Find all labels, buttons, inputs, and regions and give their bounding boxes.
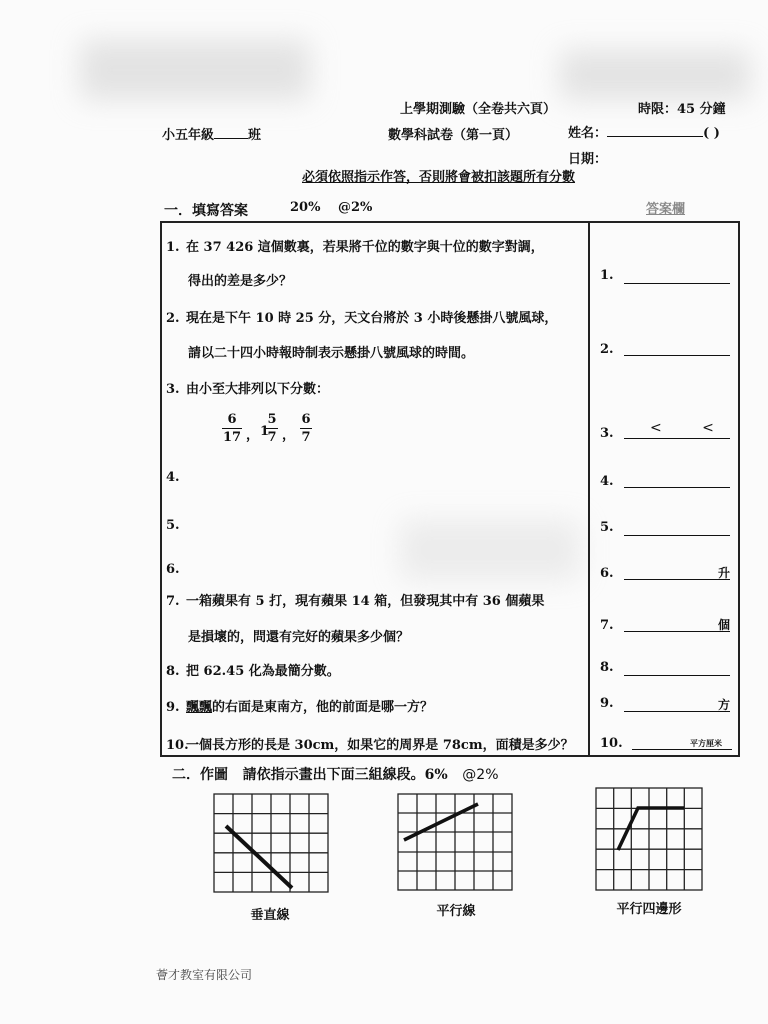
- answer-6-unit: 升: [718, 566, 731, 580]
- date-field: [568, 148, 607, 167]
- answer-2-number: 2.: [600, 342, 614, 357]
- question-6: [166, 562, 186, 577]
- section1-title: 一．填寫答案: [164, 203, 248, 219]
- answer-7-blank[interactable]: [624, 616, 730, 632]
- fraction-2: [266, 412, 278, 445]
- answer-1-number: 1.: [600, 268, 614, 283]
- answer-1-blank[interactable]: [624, 268, 730, 284]
- grade-suffix: 班: [248, 128, 262, 143]
- date-label: 日期：: [568, 152, 608, 167]
- question-3: [166, 378, 329, 397]
- fraction-3: [300, 412, 312, 445]
- subject: 數學科試卷（第一頁）: [388, 128, 519, 143]
- question-4: [166, 470, 186, 485]
- fraction-numerator: 5: [267, 412, 277, 427]
- answer-10-unit: 平方厘米: [690, 738, 722, 748]
- answer-column-divider: [588, 221, 590, 757]
- answer-8-blank[interactable]: [624, 660, 730, 676]
- section2-marks: 6%: [424, 767, 448, 783]
- answer-6-number: 6.: [600, 566, 614, 581]
- fraction-denominator: 17: [222, 430, 242, 445]
- question-number: 9.: [166, 700, 180, 715]
- drawing-grid-parallel[interactable]: [396, 792, 516, 896]
- answer-3-number: 3.: [600, 426, 614, 441]
- name-label: 姓名：: [568, 126, 608, 141]
- question-text: 現在是下午 10 時 25 分，天文台將於 3 小時後懸掛八號風球，: [186, 311, 558, 326]
- question-text: 把 62.45 化為最簡分數。: [186, 664, 340, 679]
- question-2-cont: 請以二十四小時報時制表示懸掛八號風球的時間。: [188, 346, 475, 361]
- answer-4-number: 4.: [600, 474, 614, 489]
- question-number: 1.: [166, 240, 180, 255]
- question-1-cont: 得出的差是多少？: [188, 274, 293, 289]
- question-text: 一箱蘋果有 5 打，現有蘋果 14 箱，但發現其中有 36 個蘋果: [186, 594, 545, 609]
- question-9: [166, 696, 433, 715]
- name-blank[interactable]: [607, 136, 703, 137]
- question-number: 5.: [166, 518, 180, 533]
- question-1: [166, 236, 544, 255]
- instruction-warning: 必須依照指示作答，否則將會被扣該題所有分數: [302, 170, 576, 185]
- question-8: [166, 660, 340, 679]
- answer-9-number: 9.: [600, 696, 614, 711]
- time-limit: 時限：45 分鐘: [638, 102, 726, 117]
- section2-instruction: 請依指示畫出下面三組線段。: [242, 767, 425, 783]
- question-number: 7.: [166, 594, 180, 609]
- question-text: 一個長方形的長是 30cm，如果它的周界是 78cm，面積是多少？: [186, 738, 574, 753]
- section2-heading: [172, 764, 499, 784]
- answer-3-handwritten: < <: [650, 420, 732, 436]
- answer-4-blank[interactable]: [624, 472, 730, 488]
- question-7: [166, 590, 544, 609]
- answer-7-unit: 個: [718, 618, 731, 632]
- answer-9-blank[interactable]: [624, 696, 730, 712]
- question-5: [166, 518, 186, 533]
- answer-6-blank[interactable]: [624, 564, 730, 580]
- answer-9-unit: 方: [718, 698, 731, 712]
- given-segment: [404, 804, 478, 840]
- question-10: [166, 734, 574, 753]
- question-number: 2.: [166, 311, 180, 326]
- answer-8-number: 8.: [600, 660, 614, 675]
- fraction-denominator: 7: [267, 430, 277, 445]
- grade-class: [162, 124, 261, 143]
- fraction-separator: ，: [282, 428, 296, 443]
- question-number: 4.: [166, 470, 180, 485]
- drawing-grid-parallelogram[interactable]: [594, 786, 706, 894]
- name-field: [568, 122, 720, 141]
- section1-marks: 20%: [290, 200, 321, 215]
- caption-perpendicular: 垂直線: [250, 908, 290, 923]
- given-segment: [226, 826, 292, 888]
- question-text: 的右面是東南方，他的前面是哪一方？: [212, 700, 434, 715]
- question-text-underlined: 飄飄: [186, 700, 213, 715]
- fraction-numerator: 6: [301, 412, 311, 427]
- answer-column-title: 答案欄: [646, 202, 686, 217]
- answer-7-number: 7.: [600, 618, 614, 633]
- drawing-grid-perpendicular[interactable]: [212, 792, 332, 896]
- question-number: 8.: [166, 664, 180, 679]
- section2-title: 二．作圖: [172, 767, 228, 783]
- caption-parallel: 平行線: [436, 904, 476, 919]
- question-text: 在 37 426 這個數裏，若果將千位的數字與十位的數字對調，: [186, 240, 544, 255]
- question-number: 3.: [166, 382, 180, 397]
- fraction-whole: 1: [260, 424, 270, 439]
- answer-5-blank[interactable]: [624, 520, 730, 536]
- class-blank[interactable]: [214, 138, 248, 139]
- question-number: 6.: [166, 562, 180, 577]
- section1-each: @2%: [338, 200, 373, 215]
- fraction-separator: ，: [246, 428, 260, 443]
- footer-company: 薈才教室有限公司: [156, 968, 253, 982]
- fraction-denominator: 7: [301, 430, 311, 445]
- answer-2-blank[interactable]: [624, 340, 730, 356]
- name-paren: ( ): [703, 126, 720, 141]
- grade-prefix: 小五年級: [162, 128, 215, 143]
- fraction-1: [222, 412, 242, 445]
- answer-10-number: 10.: [600, 736, 623, 751]
- question-7-cont: 是損壞的，問還有完好的蘋果多少個？: [188, 630, 410, 645]
- question-number: 10.: [166, 738, 189, 753]
- caption-parallelogram: 平行四邊形: [616, 902, 682, 917]
- answer-5-number: 5.: [600, 520, 614, 535]
- question-2: [166, 307, 557, 326]
- question-text: 由小至大排列以下分數：: [186, 382, 330, 397]
- fraction-numerator: 6: [227, 412, 237, 427]
- section2-each: @2%: [462, 767, 499, 783]
- exam-title: 上學期測驗（全卷共六頁）: [400, 102, 557, 117]
